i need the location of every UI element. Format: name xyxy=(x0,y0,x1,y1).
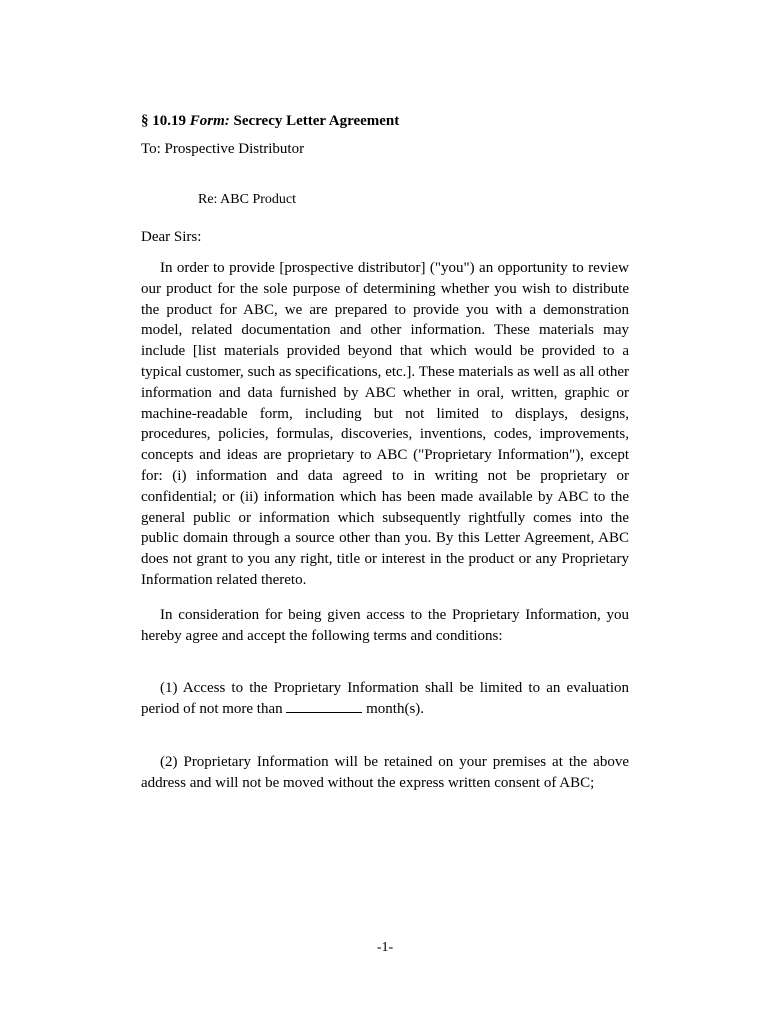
term-2: (2) Proprietary Information will be retained on your premises at the above address and will not be moved without the express written consent of ABC; xyxy=(141,753,629,791)
recipient-line: To: Prospective Distributor xyxy=(141,141,305,157)
document-title: Secrecy Letter Agreement xyxy=(233,113,400,129)
paragraph-intro: In order to provide [prospective distributor] ("you") an opportunity to review our product for the sole purpose of determining whether you wish to distribute the product for ABC, we are prepared to provide you with a demonstration model, related documentation and other information. These materials may include [list materials provided beyond that which would be provided to a typical customer, such as specifications, etc.]. These materials as well as all other information and data furnished by ABC whether in oral, written, graphic or machine-readable form, including but not limited to displays, designs, procedures, policies, formulas, discoveries, inventions, codes, improvements, concepts and ideas are proprietary to ABC ("Proprietary Information"), except for: (i) information and data agreed to in writing not be proprietary or confidential; or (ii) information which has been made available by ABC to the general public or information which subsequently rightfully comes into the public domain through a source other than you. By this Letter Agreement, ABC does not grant to you any right, title or interest in the product or any Proprietary Information related thereto. xyxy=(141,260,629,588)
letter-body xyxy=(141,110,629,794)
term-1-text: (1) Access to the Proprietary Information shall be limited to an evaluation period of not more than xyxy=(141,680,629,718)
form-label: Form: xyxy=(189,113,230,129)
salutation: Dear Sirs: xyxy=(141,229,202,245)
section-heading xyxy=(141,110,629,132)
subject-line: Re: ABC Product xyxy=(198,192,297,207)
term-1 xyxy=(141,678,629,720)
term-1-suffix: month(s). xyxy=(366,701,425,718)
term-1-blank-line xyxy=(286,700,362,713)
page-number: -1- xyxy=(376,940,394,955)
section-number: § 10.19 xyxy=(141,113,186,129)
paragraph-consideration: In consideration for being given access to the Proprietary Information, you hereby agree and accept the following terms and conditions: xyxy=(141,606,629,644)
